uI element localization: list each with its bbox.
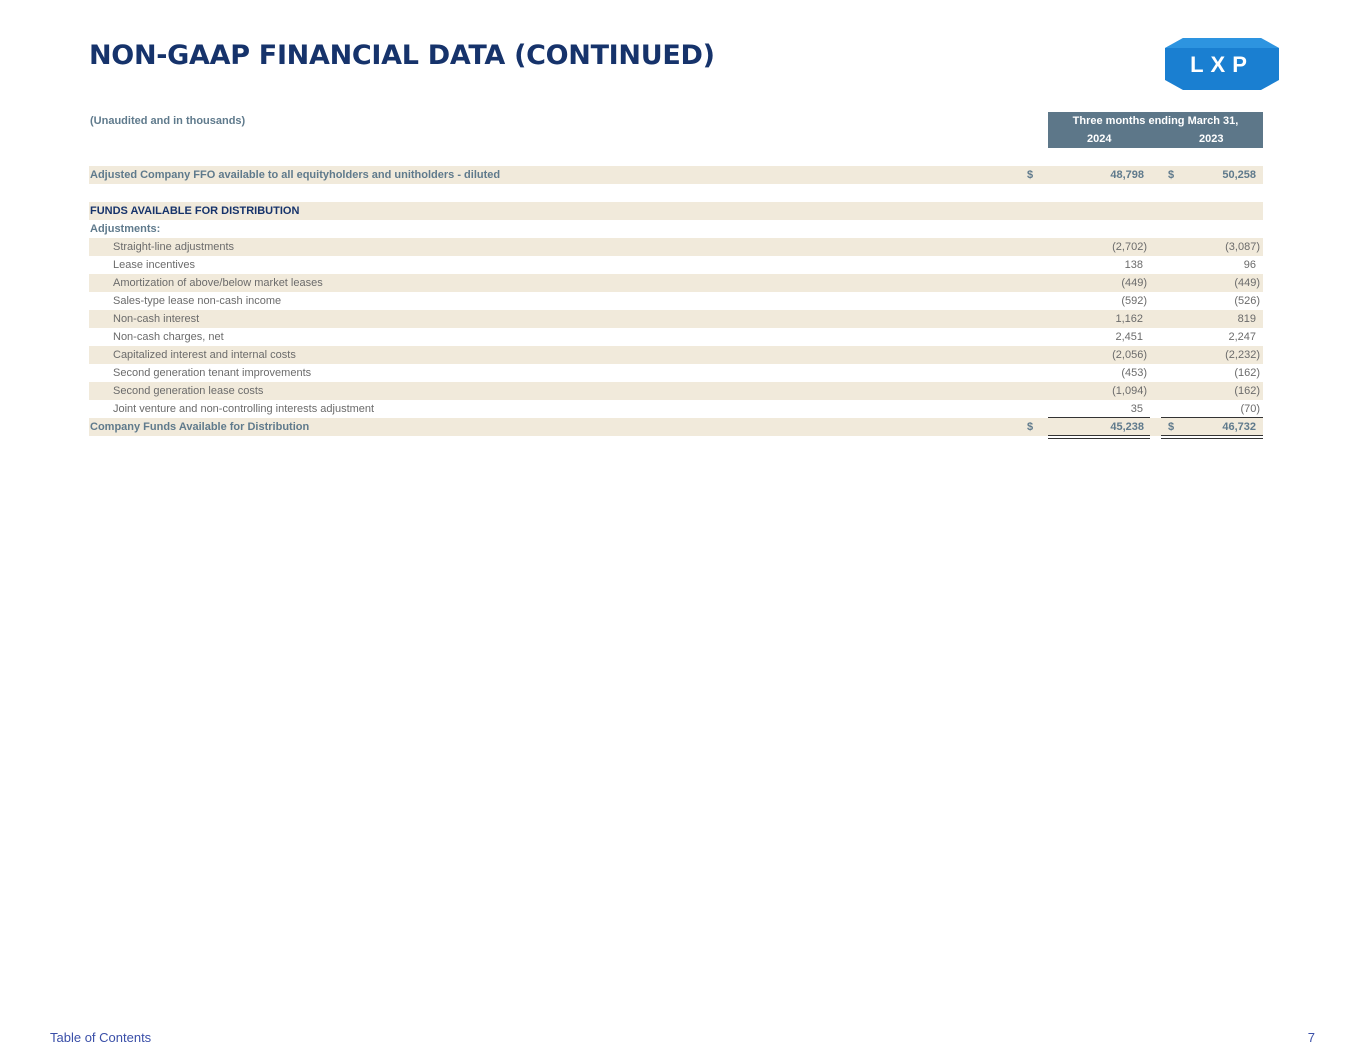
- lxp-logo: [1165, 36, 1279, 92]
- value-2024: (2,056): [1112, 349, 1147, 361]
- value-2024: (1,094): [1112, 385, 1147, 397]
- value-2024: 35: [1130, 403, 1143, 415]
- row-label: Sales-type lease non-cash income: [113, 295, 282, 307]
- total-label: Company Funds Available for Distribution: [90, 421, 310, 433]
- page-title: NON-GAAP FINANCIAL DATA (CONTINUED): [89, 40, 715, 71]
- value-2024: 1,162: [1115, 313, 1143, 325]
- period-header: [1048, 112, 1263, 148]
- table-row: [89, 292, 1263, 310]
- table-row: [89, 256, 1263, 274]
- ffo-2023: 50,258: [1222, 169, 1256, 181]
- value-2023: (449): [1234, 277, 1260, 289]
- table-row: [89, 382, 1263, 400]
- table-of-contents-link[interactable]: Table of Contents: [50, 1030, 152, 1045]
- row-label: Joint venture and non-controlling interests adjustment: [113, 403, 375, 415]
- value-2024: 2,451: [1115, 331, 1143, 343]
- row-label: Capitalized interest and internal costs: [113, 349, 296, 361]
- row-label: Amortization of above/below market leases: [113, 277, 323, 289]
- total-2023: 46,732: [1222, 421, 1256, 433]
- unaudited-note: (Unaudited and in thousands): [90, 115, 246, 127]
- logo-text: LXP: [1190, 52, 1254, 77]
- total-row: [89, 418, 1263, 436]
- value-2023: (162): [1234, 385, 1260, 397]
- row-label: Non-cash interest: [113, 313, 200, 325]
- value-2023: (3,087): [1225, 241, 1260, 253]
- value-2024: (449): [1121, 277, 1147, 289]
- total-2024: 45,238: [1110, 421, 1144, 433]
- value-2024: 138: [1124, 259, 1143, 271]
- table-row: [89, 364, 1263, 382]
- value-2023: (526): [1234, 295, 1260, 307]
- value-2023: 96: [1243, 259, 1256, 271]
- year-2023-header: 2023: [1199, 133, 1224, 145]
- table-row: [89, 328, 1263, 346]
- adjustments-heading-row: [89, 220, 1263, 238]
- ffo-label: Adjusted Company FFO available to all equityholders and unitholders - diluted: [90, 169, 501, 181]
- dollar-sign-2023: $: [1168, 421, 1175, 433]
- row-label: Straight-line adjustments: [113, 241, 235, 253]
- value-2024: (453): [1121, 367, 1147, 379]
- table-row: [89, 274, 1263, 292]
- value-2024: (592): [1121, 295, 1147, 307]
- section-heading-row: [89, 202, 1263, 220]
- dollar-sign-2024: $: [1027, 421, 1034, 433]
- table-header: [89, 112, 1263, 148]
- page-number: 7: [1307, 1030, 1315, 1045]
- table-row: [89, 238, 1263, 256]
- fad-table: [89, 112, 1263, 436]
- double-rule-2023: [1161, 435, 1263, 439]
- value-2024: (2,702): [1112, 241, 1147, 253]
- double-rule-2024: [1048, 435, 1150, 439]
- value-2023: (70): [1240, 403, 1260, 415]
- dollar-sign-2023: $: [1168, 169, 1175, 181]
- value-2023: (2,232): [1225, 349, 1260, 361]
- section-heading: FUNDS AVAILABLE FOR DISTRIBUTION: [90, 205, 300, 217]
- row-label: Lease incentives: [113, 259, 195, 271]
- value-2023: 819: [1237, 313, 1256, 325]
- row-label: Second generation tenant improvements: [113, 367, 312, 379]
- row-label: Second generation lease costs: [113, 385, 264, 397]
- dollar-sign-2024: $: [1027, 169, 1034, 181]
- year-2024-header: 2024: [1087, 133, 1112, 145]
- ffo-row: [89, 166, 1263, 184]
- table-row: [89, 310, 1263, 328]
- value-2023: 2,247: [1228, 331, 1256, 343]
- table-row: [89, 346, 1263, 364]
- adjustments-heading: Adjustments:: [90, 223, 161, 235]
- row-label: Non-cash charges, net: [113, 331, 224, 343]
- ffo-2024: 48,798: [1110, 169, 1144, 181]
- period-label: Three months ending March 31,: [1072, 115, 1239, 127]
- value-2023: (162): [1234, 367, 1260, 379]
- table-row: [89, 400, 1263, 418]
